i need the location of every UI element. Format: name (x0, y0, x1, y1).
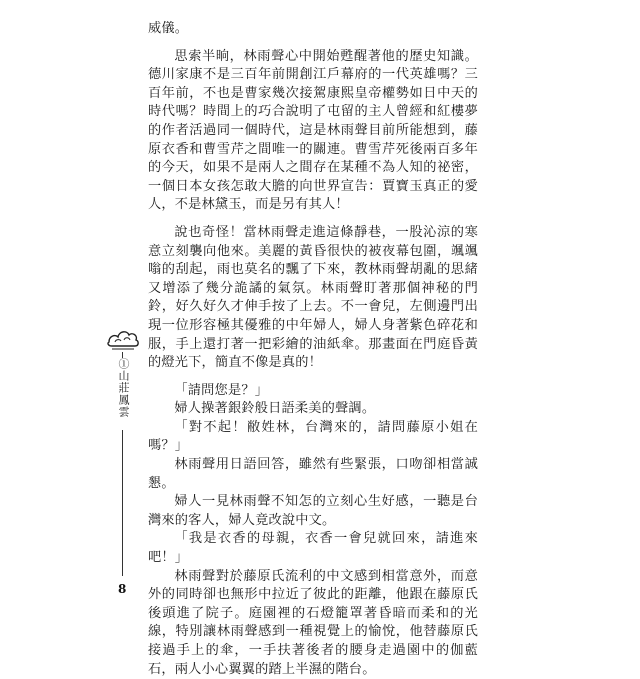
paragraph: 思索半晌，林雨聲心中開始甦醒著他的歷史知識。德川家康不是三百年前開創江戶幕府的一代英雄嗎？三百年前，不也是曹家幾次接駕康熙皇帝權勢如日中天的時代嗎？時間上的巧合說明了屯留的主人曾經和紅樓夢的作者活過同一個時代，這是林雨聲目前所能想到，藤原衣香和曹雪芹之間唯一的關連。曹雪芹死後兩百多年的今天，如果不是兩人之間存在某種不為人知的祕密，一個日本女孩怎敢大膽的向世界宣告：賈寶玉真正的愛人，不是林黛玉，而是另有其人！ (148, 48, 478, 213)
dialogue-line: 「我是衣香的母親，衣香一會兒就回來，請進來吧！」 (148, 531, 478, 566)
paragraph: 林雨聲用日語回答，雖然有些緊張，口吻卻相當誠懇。 (148, 457, 478, 491)
paragraph: 婦人一見林雨聲不知怎的立刻心生好感，一聽是台灣來的客人，婦人竟改說中文。 (148, 494, 478, 528)
page-number: 8 (118, 582, 127, 596)
cloud-ornament-icon (106, 324, 140, 352)
paragraph: 婦人操著銀鈴般日語柔美的聲調。 (174, 401, 376, 417)
paragraph: 林雨聲對於藤原氏流利的中文感到相當意外，而意外的同時卻也無形中拉近了彼此的距離，他跟在藤原氏後頭進了院子。庭園裡的石燈籠罩著昏暗而柔和的光線，特別讓林雨聲感到一種視覺上的愉悅，他替藤原氏接過手上的傘，一手扶著後者的腰身走過園中的伽藍石，兩人小心翼翼的踏上半濕的階台。 (148, 568, 478, 677)
body-text (148, 20, 478, 679)
dialogue-line: 「對不起！敝姓林，台灣來的，請問藤原小姐在嗎？」 (148, 419, 478, 454)
dialogue-line: 「請問您是？」 (174, 382, 269, 398)
paragraph: 說也奇怪！當林雨聲走進這條靜巷，一股沁涼的寒意立刻襲向他來。美麗的黃昏很快的被夜幕包圍，颯颯嗡的刮起，雨也莫名的飄了下來，教林雨聲胡亂的思緒又增添了幾分詭譎的氣氛。林雨聲盯著那個神秘的門鈴，好久好久才伸手按了上去。不一會兒，左側邊門出現一位形容極其優雅的中年婦人，婦人身著紫色碎花和服，手上還打著一把彩繪的油紙傘。那畫面在門庭昏黃的燈光下，簡直不像是真的！ (148, 224, 478, 371)
margin-rule-lower (122, 430, 123, 576)
paragraph: 威儀。 (148, 21, 189, 36)
series-label: ①山莊鳳雲 (117, 358, 130, 418)
